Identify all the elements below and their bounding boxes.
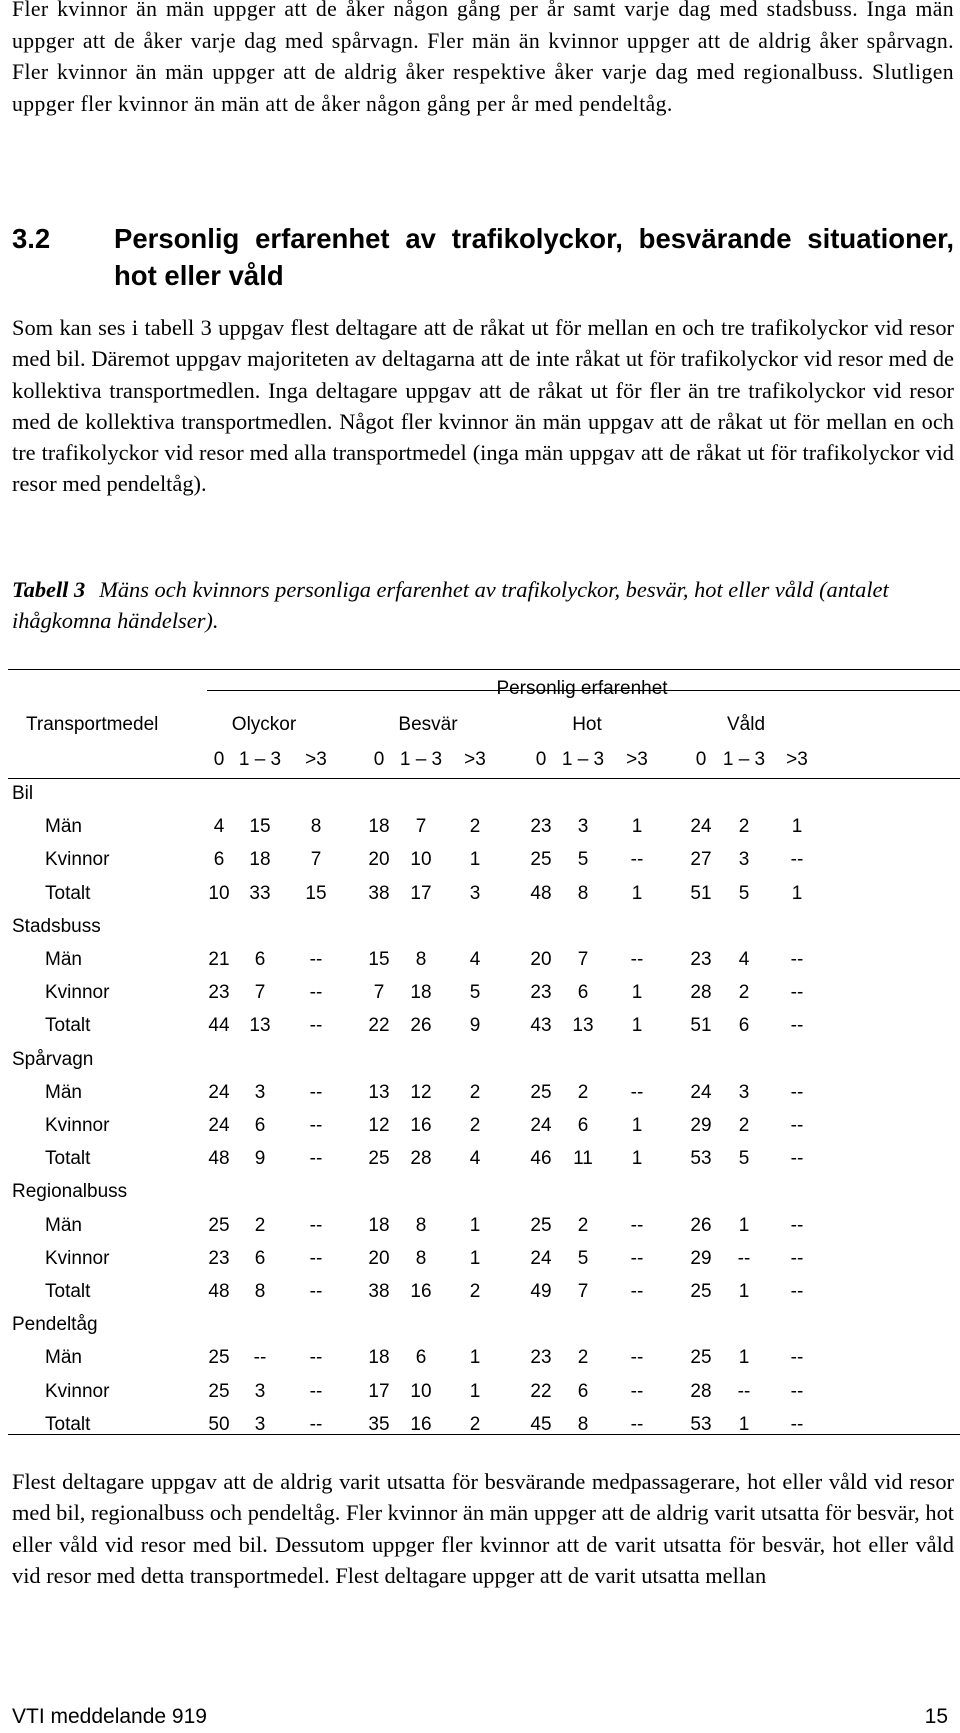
table-cell: 27 bbox=[690, 849, 712, 871]
table-cell: 16 bbox=[410, 1115, 432, 1136]
table-cell: 1 bbox=[738, 1347, 750, 1369]
table-row-label: Män bbox=[45, 1347, 82, 1369]
table-cell: 8 bbox=[415, 1247, 427, 1269]
table-cell: -- bbox=[790, 1081, 804, 1103]
table-cell: 4 bbox=[469, 1148, 481, 1170]
table-cell: 6 bbox=[415, 1347, 427, 1369]
table-cell: 1 bbox=[469, 1347, 481, 1369]
table-cell: -- bbox=[737, 1247, 751, 1269]
table-cell: 38 bbox=[368, 882, 390, 904]
table-row-label: Män bbox=[45, 816, 82, 838]
table-cell: 3 bbox=[738, 849, 750, 871]
table-cell: 16 bbox=[410, 1281, 432, 1302]
table-cell: 48 bbox=[208, 1281, 230, 1302]
table-cell: 1 bbox=[631, 882, 643, 904]
table-cell: 23 bbox=[690, 949, 712, 970]
table-cell: 1 bbox=[738, 1413, 750, 1435]
table-cell: -- bbox=[630, 1347, 644, 1369]
table-cell: 4 bbox=[213, 816, 225, 838]
table-cell: -- bbox=[630, 1281, 644, 1302]
table-cell: 2 bbox=[738, 1115, 750, 1136]
table-cell: 1 bbox=[469, 1247, 481, 1269]
table-cell: 17 bbox=[410, 882, 432, 904]
table-subheader: >3 bbox=[626, 749, 648, 770]
table-cell: 23 bbox=[530, 1347, 552, 1369]
table-cell: 23 bbox=[208, 1247, 230, 1269]
table-cell: 5 bbox=[577, 1247, 589, 1269]
table-cell: -- bbox=[790, 1247, 804, 1269]
table-cell: 45 bbox=[530, 1413, 552, 1435]
table-bottom-rule bbox=[8, 1434, 960, 1435]
table-cell: 51 bbox=[690, 1015, 712, 1037]
table-cell: 12 bbox=[368, 1115, 390, 1136]
table-cell: 20 bbox=[368, 1247, 390, 1269]
table-cell: 18 bbox=[368, 1347, 390, 1369]
table-row-label: Kvinnor bbox=[45, 849, 110, 871]
table-cell: 2 bbox=[469, 1081, 481, 1103]
table-cell: 2 bbox=[738, 982, 750, 1004]
table-cell: 25 bbox=[368, 1148, 390, 1170]
table-cell: 6 bbox=[213, 849, 225, 871]
table-cell: -- bbox=[309, 1413, 323, 1435]
table-cell: -- bbox=[309, 982, 323, 1004]
table-group-header: Våld bbox=[726, 714, 766, 735]
table-cell: 1 bbox=[631, 1115, 643, 1136]
table-cell: 23 bbox=[208, 982, 230, 1004]
table-cell: 3 bbox=[738, 1081, 750, 1103]
table-cell: 18 bbox=[410, 982, 432, 1004]
table-cell: 7 bbox=[310, 849, 322, 871]
table-subheader: 1 – 3 bbox=[238, 749, 282, 770]
table-subheader: >3 bbox=[464, 749, 486, 770]
table-cell: 20 bbox=[530, 949, 552, 970]
table-cell: 1 bbox=[469, 1380, 481, 1402]
table-group-header: Hot bbox=[572, 714, 602, 735]
table-cell: 22 bbox=[368, 1015, 390, 1037]
table-cell: -- bbox=[790, 1380, 804, 1402]
table-cell: -- bbox=[309, 1380, 323, 1402]
table-cell: 8 bbox=[577, 1413, 589, 1435]
table-cell: 23 bbox=[530, 982, 552, 1004]
table-cell: 4 bbox=[469, 949, 481, 970]
table-row-label: Män bbox=[45, 1214, 82, 1236]
table-cell: 1 bbox=[738, 1214, 750, 1236]
closing-paragraph: Flest deltagare uppgav att de aldrig varit utsatta för besvärande medpassagerare, hot eller våld vid resor med bil, regionalbuss och pendeltåg. Fler kvinnor än män uppger att de aldrig varit utsatta för besvär, hot eller våld vid resor med bil. Dessutom uppger fler kvinnor att de varit utsatta för besvär, hot eller våld vid resor med detta transportmedel. Flest deltagare uppger att de varit utsatta mellan bbox=[12, 1469, 954, 1588]
table-subheader: 0 bbox=[213, 749, 225, 770]
table-cell: 7 bbox=[577, 1281, 589, 1302]
table-cell: 9 bbox=[469, 1015, 481, 1037]
table-row-label: Kvinnor bbox=[45, 1247, 110, 1269]
table-cell: 25 bbox=[690, 1347, 712, 1369]
table-cell: 44 bbox=[208, 1015, 230, 1037]
table-cell: -- bbox=[630, 949, 644, 970]
table-cell: -- bbox=[309, 1148, 323, 1170]
table-row-label: Totalt bbox=[45, 1281, 91, 1302]
table-row-label: Män bbox=[45, 1081, 82, 1103]
table-cell: 38 bbox=[368, 1281, 390, 1302]
table-subheader: 0 bbox=[535, 749, 547, 770]
table-cell: 2 bbox=[577, 1347, 589, 1369]
intro-paragraph: Fler kvinnor än män uppger att de åker någon gång per år samt varje dag med stadsbuss. Inga män uppger att de åker varje dag med spårvagn. Fler män än kvinnor uppger att de aldrig åker spårvagn. Fler kvinnor än män uppger att de aldrig åker respektive åker varje dag med regionalbuss. Slutligen uppger fler kvinnor än män att de åker någon gång per år med pendeltåg. bbox=[12, 0, 954, 116]
table-cell: 28 bbox=[690, 982, 712, 1004]
table-row-label: Totalt bbox=[45, 1148, 91, 1170]
table-row-label: Kvinnor bbox=[45, 1380, 110, 1402]
table-cell: 46 bbox=[530, 1148, 552, 1170]
table-subheader: 1 – 3 bbox=[722, 749, 766, 770]
table-caption-text: Mäns och kvinnors personliga erfarenhet av trafikolyckor, besvär, hot eller våld (antalet ihågkomna händelser). bbox=[12, 577, 889, 634]
table-cell: -- bbox=[630, 1214, 644, 1236]
table-row-label: Totalt bbox=[45, 882, 91, 904]
table-section-label: Spårvagn bbox=[12, 1048, 94, 1070]
table-cell: 28 bbox=[690, 1380, 712, 1402]
table-cell: -- bbox=[790, 1214, 804, 1236]
table-cell: 13 bbox=[249, 1015, 271, 1037]
table-subheader: 1 – 3 bbox=[399, 749, 443, 770]
page-number: 15 bbox=[924, 1705, 948, 1728]
table-header-rule bbox=[8, 778, 960, 779]
table-cell: 29 bbox=[690, 1115, 712, 1136]
table-cell: -- bbox=[309, 1115, 323, 1136]
table-cell: -- bbox=[790, 1413, 804, 1435]
table-cell: 11 bbox=[573, 1148, 593, 1170]
table-cell: 15 bbox=[305, 882, 327, 904]
table-row-label: Kvinnor bbox=[45, 1115, 110, 1136]
table-cell: 6 bbox=[577, 1380, 589, 1402]
table-section-label: Bil bbox=[12, 783, 34, 804]
section-paragraph: Som kan ses i tabell 3 uppgav flest deltagare att de råkat ut för mellan en och tre trafikolyckor vid resor med bil. Däremot uppgav majoriteten av deltagarna att de inte råkat ut för trafikolyckor vid resor med de kollektiva transportmedlen. Inga deltagare uppgav att de råkat ut för fler än tre trafikolyckor vid resor med de kollektiva transportmedlen. Något fler kvinnor än män uppgav att de råkat ut för mellan en och tre trafikolyckor vid resor med alla transportmedel (inga män uppgav att de råkat ut för trafikolyckor vid resor med pendeltåg). bbox=[12, 315, 954, 497]
section-number: 3.2 bbox=[12, 223, 51, 254]
table-cell: -- bbox=[790, 949, 804, 970]
table-cell: 18 bbox=[249, 849, 271, 871]
table-row-header: Transportmedel bbox=[26, 714, 159, 735]
section-title: Personlig erfarenhet av trafikolyckor, besvärande situationer, hot eller våld bbox=[114, 223, 954, 291]
table-cell: 15 bbox=[249, 816, 271, 838]
table-cell: 4 bbox=[738, 949, 750, 970]
table-cell: 25 bbox=[530, 849, 552, 871]
table-cell: 24 bbox=[208, 1115, 230, 1136]
footer-publication: VTI meddelande 919 bbox=[12, 1705, 207, 1728]
table-cell: -- bbox=[630, 1081, 644, 1103]
table-cell: 43 bbox=[530, 1015, 552, 1037]
table-row-label: Män bbox=[45, 949, 82, 970]
table-caption-label: Tabell 3 bbox=[12, 577, 86, 602]
table-caption bbox=[12, 574, 954, 637]
table-cell: 26 bbox=[690, 1214, 712, 1236]
table-cell: 21 bbox=[208, 949, 230, 970]
table-cell: 8 bbox=[415, 1214, 427, 1236]
table-cell: 51 bbox=[690, 882, 712, 904]
table-cell: 1 bbox=[631, 816, 643, 838]
table-cell: 49 bbox=[530, 1281, 552, 1302]
table-cell: -- bbox=[630, 849, 644, 871]
table-cell: 5 bbox=[469, 982, 481, 1004]
table-cell: 8 bbox=[310, 816, 322, 838]
table-super-header: Personlig erfarenhet bbox=[496, 678, 668, 699]
table-cell: 1 bbox=[631, 1148, 643, 1170]
table-cell: 24 bbox=[530, 1115, 552, 1136]
table-cell: 53 bbox=[690, 1413, 712, 1435]
table-cell: 1 bbox=[738, 1281, 750, 1302]
table-cell: 12 bbox=[410, 1081, 432, 1103]
table-cell: 3 bbox=[577, 816, 589, 838]
table-cell: 23 bbox=[530, 816, 552, 838]
table-cell: -- bbox=[630, 1247, 644, 1269]
table-cell: -- bbox=[790, 982, 804, 1004]
table-cell: 29 bbox=[690, 1247, 712, 1269]
table-cell: 6 bbox=[577, 982, 589, 1004]
table-subheader: 0 bbox=[695, 749, 707, 770]
table-cell: 25 bbox=[690, 1281, 712, 1302]
table-cell: 8 bbox=[577, 882, 589, 904]
table-cell: 24 bbox=[530, 1247, 552, 1269]
table-cell: 20 bbox=[368, 849, 390, 871]
table-cell: 48 bbox=[530, 882, 552, 904]
table-cell: -- bbox=[630, 1413, 644, 1435]
table-group-header: Olyckor bbox=[231, 714, 297, 735]
table-cell: 1 bbox=[791, 816, 803, 838]
table-cell: 1 bbox=[469, 849, 481, 871]
table-cell: 2 bbox=[469, 816, 481, 838]
table-subheader: 0 bbox=[373, 749, 385, 770]
table-cell: 25 bbox=[208, 1347, 230, 1369]
table-cell: 33 bbox=[249, 882, 271, 904]
table-cell: 24 bbox=[690, 816, 712, 838]
table-cell: 50 bbox=[208, 1413, 230, 1435]
table-cell: 53 bbox=[690, 1148, 712, 1170]
table-cell: 18 bbox=[368, 1214, 390, 1236]
table-cell: -- bbox=[309, 1015, 323, 1037]
table-cell: -- bbox=[309, 1081, 323, 1103]
table-cell: 5 bbox=[738, 882, 750, 904]
table-cell: -- bbox=[309, 1347, 323, 1369]
table-cell: 7 bbox=[415, 816, 427, 838]
table-cell: 13 bbox=[368, 1081, 390, 1103]
table-cell: -- bbox=[253, 1347, 267, 1369]
table-group-header: Besvär bbox=[398, 714, 458, 735]
table-section-label: Pendeltåg bbox=[12, 1314, 98, 1336]
table-cell: 6 bbox=[254, 1247, 266, 1269]
table-cell: 16 bbox=[410, 1413, 432, 1435]
table-cell: 2 bbox=[469, 1413, 481, 1435]
table-cell: 18 bbox=[368, 816, 390, 838]
table-cell: 10 bbox=[410, 1380, 432, 1402]
table-cell: -- bbox=[309, 1247, 323, 1269]
table-section-label: Stadsbuss bbox=[12, 915, 101, 937]
table-cell: 3 bbox=[254, 1081, 266, 1103]
table-cell: -- bbox=[309, 1214, 323, 1236]
table-cell: 24 bbox=[208, 1081, 230, 1103]
table-cell: 7 bbox=[373, 982, 385, 1004]
table-cell: -- bbox=[309, 1281, 323, 1302]
table-cell: 2 bbox=[738, 816, 750, 838]
table-section-label: Regionalbuss bbox=[12, 1181, 128, 1203]
table-cell: 25 bbox=[208, 1214, 230, 1236]
table-cell: -- bbox=[737, 1380, 751, 1402]
table-cell: -- bbox=[790, 1015, 804, 1037]
table-cell: 1 bbox=[469, 1214, 481, 1236]
section-heading bbox=[12, 220, 954, 294]
table-cell: -- bbox=[630, 1380, 644, 1402]
table-cell: 28 bbox=[410, 1148, 432, 1170]
table-cell: 2 bbox=[577, 1081, 589, 1103]
table-cell: 5 bbox=[577, 849, 589, 871]
table-row-label: Kvinnor bbox=[45, 982, 110, 1004]
table-cell: -- bbox=[790, 1281, 804, 1302]
table-cell: 8 bbox=[254, 1281, 266, 1302]
table-cell: 10 bbox=[208, 882, 230, 904]
table-cell: 1 bbox=[631, 982, 643, 1004]
table-cell: 1 bbox=[631, 1015, 643, 1037]
table-top-rule bbox=[8, 669, 960, 670]
table-cell: 6 bbox=[577, 1115, 589, 1136]
table-cell: 2 bbox=[254, 1214, 266, 1236]
table-cell: 2 bbox=[577, 1214, 589, 1236]
table-cell: -- bbox=[790, 849, 804, 871]
table-cell: 3 bbox=[254, 1380, 266, 1402]
table-cell: 3 bbox=[254, 1413, 266, 1435]
table-cell: 13 bbox=[572, 1015, 594, 1037]
table-cell: 5 bbox=[738, 1148, 750, 1170]
table-cell: 17 bbox=[368, 1380, 390, 1402]
table-cell: 1 bbox=[791, 882, 803, 904]
table-cell: 8 bbox=[415, 949, 427, 970]
table-cell: 2 bbox=[469, 1281, 481, 1302]
table-subheader: >3 bbox=[305, 749, 327, 770]
table-row-label: Totalt bbox=[45, 1413, 91, 1435]
table-cell: 6 bbox=[738, 1015, 750, 1037]
table-cell: 6 bbox=[254, 1115, 266, 1136]
table-cell: 25 bbox=[208, 1380, 230, 1402]
table-cell: 3 bbox=[469, 882, 481, 904]
table-cell: 10 bbox=[410, 849, 432, 871]
table-cell: 35 bbox=[368, 1413, 390, 1435]
table-cell: 24 bbox=[690, 1081, 712, 1103]
table-cell: -- bbox=[790, 1347, 804, 1369]
table-cell: 7 bbox=[254, 982, 266, 1004]
table-cell: 15 bbox=[368, 949, 390, 970]
table-cell: 25 bbox=[530, 1214, 552, 1236]
table-row-label: Totalt bbox=[45, 1015, 91, 1037]
table-cell: 26 bbox=[410, 1015, 432, 1037]
table-cell: 7 bbox=[577, 949, 589, 970]
table-cell: 48 bbox=[208, 1148, 230, 1170]
table-cell: -- bbox=[309, 949, 323, 970]
table-cell: -- bbox=[790, 1148, 804, 1170]
table-subheader: >3 bbox=[786, 749, 808, 770]
table-cell: 25 bbox=[530, 1081, 552, 1103]
table-cell: -- bbox=[790, 1115, 804, 1136]
table-cell: 6 bbox=[254, 949, 266, 970]
table-cell: 2 bbox=[469, 1115, 481, 1136]
table-cell: 22 bbox=[530, 1380, 552, 1402]
table-cell: 9 bbox=[254, 1148, 266, 1170]
table-subheader: 1 – 3 bbox=[561, 749, 605, 770]
